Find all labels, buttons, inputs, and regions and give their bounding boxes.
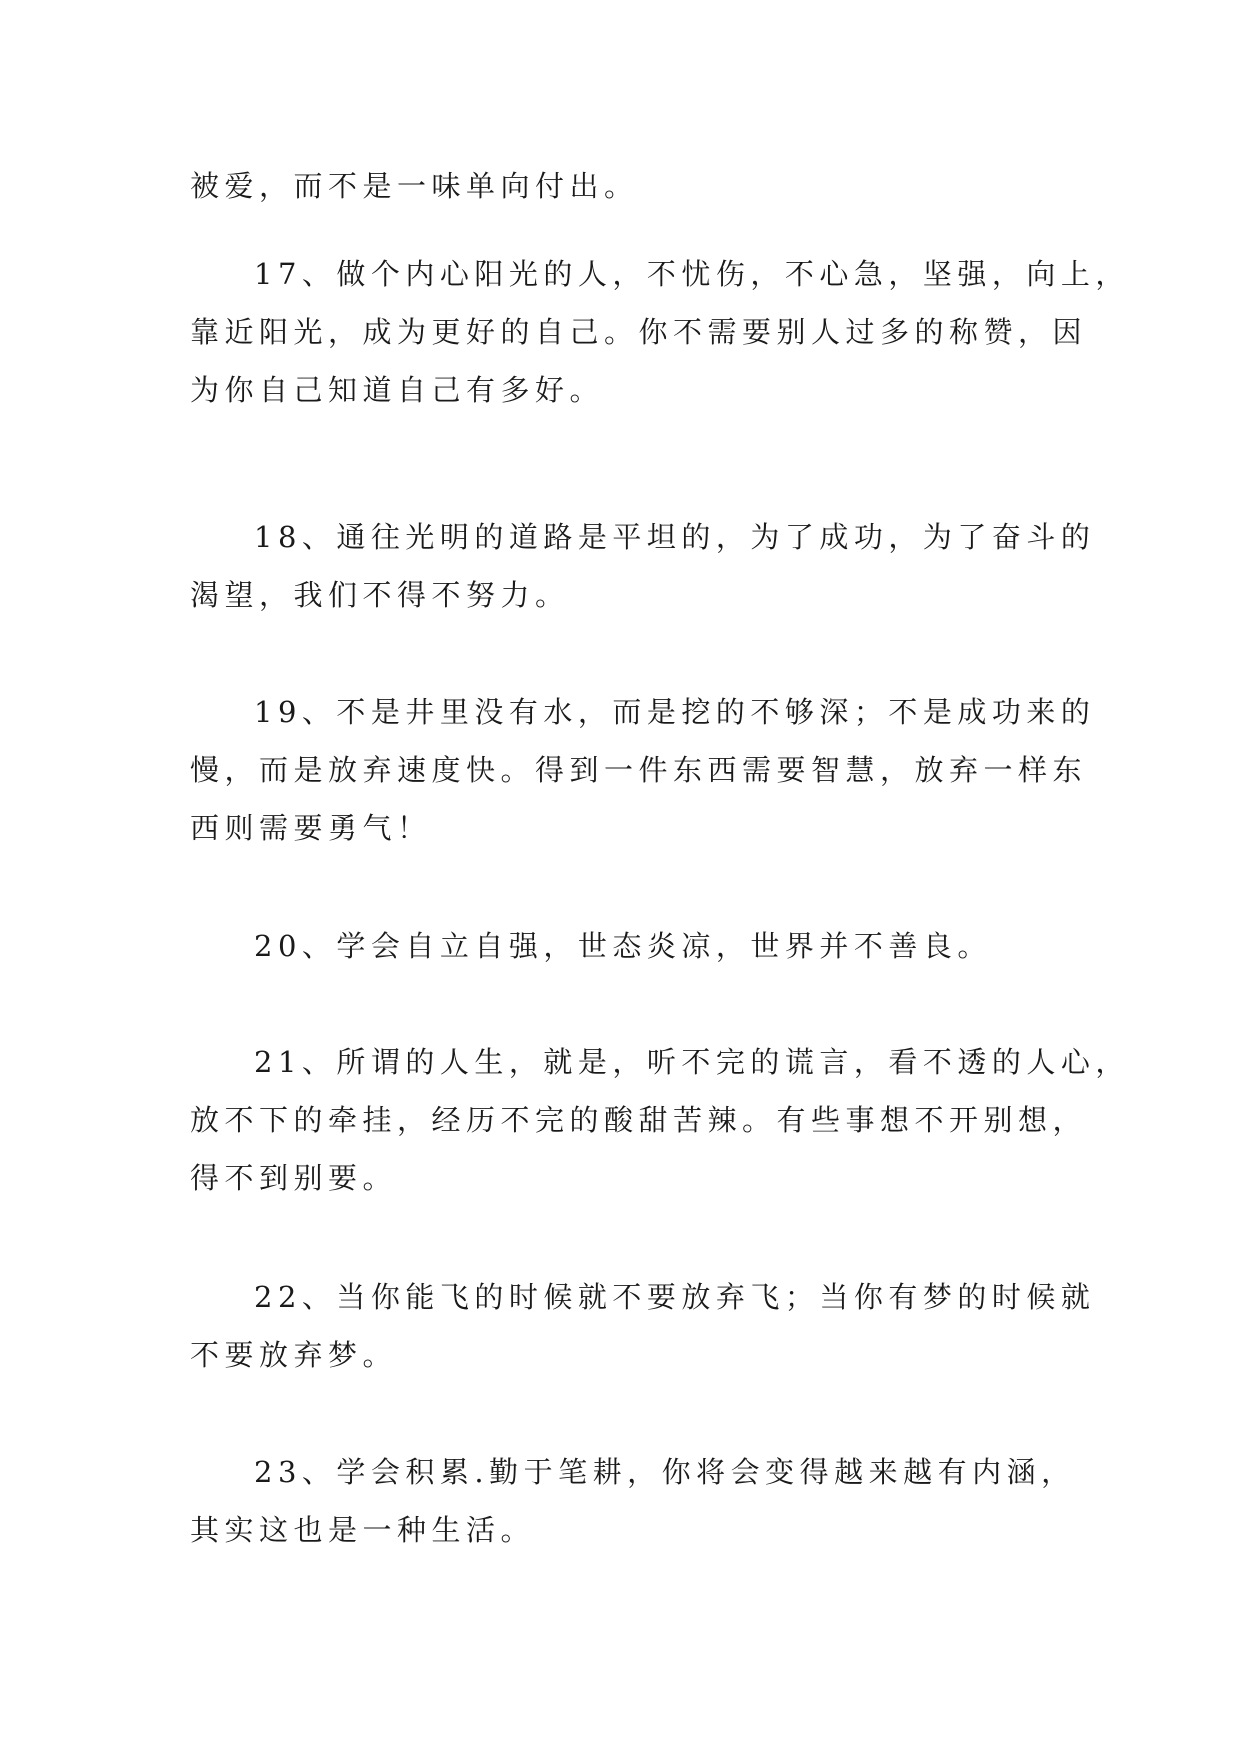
text-line: 18、通往光明的道路是平坦的，为了成功，为了奋斗的: [254, 520, 1096, 554]
text-line: 其实这也是一种生活。: [190, 1513, 536, 1547]
text-line: 不要放弃梦。: [190, 1338, 398, 1372]
text-line: 22、当你能飞的时候就不要放弃飞；当你有梦的时候就: [254, 1280, 1096, 1314]
paragraph-21: [190, 1033, 1130, 1207]
text-line: 放不下的牵挂，经历不完的酸甜苦辣。有些事想不开别想，: [190, 1103, 1088, 1137]
text-line: 23、学会积累.勤于笔耕，你将会变得越来越有内涵，: [254, 1455, 1076, 1489]
text-line: 17、做个内心阳光的人，不忧伤，不心急，坚强，向上，: [254, 257, 1130, 291]
paragraph-19: [190, 683, 1096, 857]
text-line: 得不到别要。: [190, 1161, 398, 1195]
text-line: 西则需要勇气！: [190, 811, 432, 845]
text-line: 19、不是井里没有水，而是挖的不够深；不是成功来的: [254, 695, 1096, 729]
paragraph-17: [190, 245, 1130, 419]
text-line: 21、所谓的人生，就是，听不完的谎言，看不透的人心，: [254, 1045, 1130, 1079]
text-line: 慢，而是放弃速度快。得到一件东西需要智慧，放弃一样东: [190, 753, 1088, 787]
text-line: 被爱，而不是一味单向付出。: [190, 169, 639, 203]
text-line: 靠近阳光，成为更好的自己。你不需要别人过多的称赞，因: [190, 315, 1088, 349]
paragraph-22: [190, 1268, 1096, 1384]
text-line: 为你自己知道自己有多好。: [190, 373, 605, 407]
paragraph-23: [190, 1443, 1076, 1559]
text-line: 渴望，我们不得不努力。: [190, 578, 570, 612]
paragraph-18: [190, 508, 1096, 624]
text-line: 20、学会自立自强，世态炎凉，世界并不善良。: [254, 929, 992, 963]
paragraph-20: [190, 917, 1070, 975]
paragraph-16-tail: [190, 157, 1070, 215]
